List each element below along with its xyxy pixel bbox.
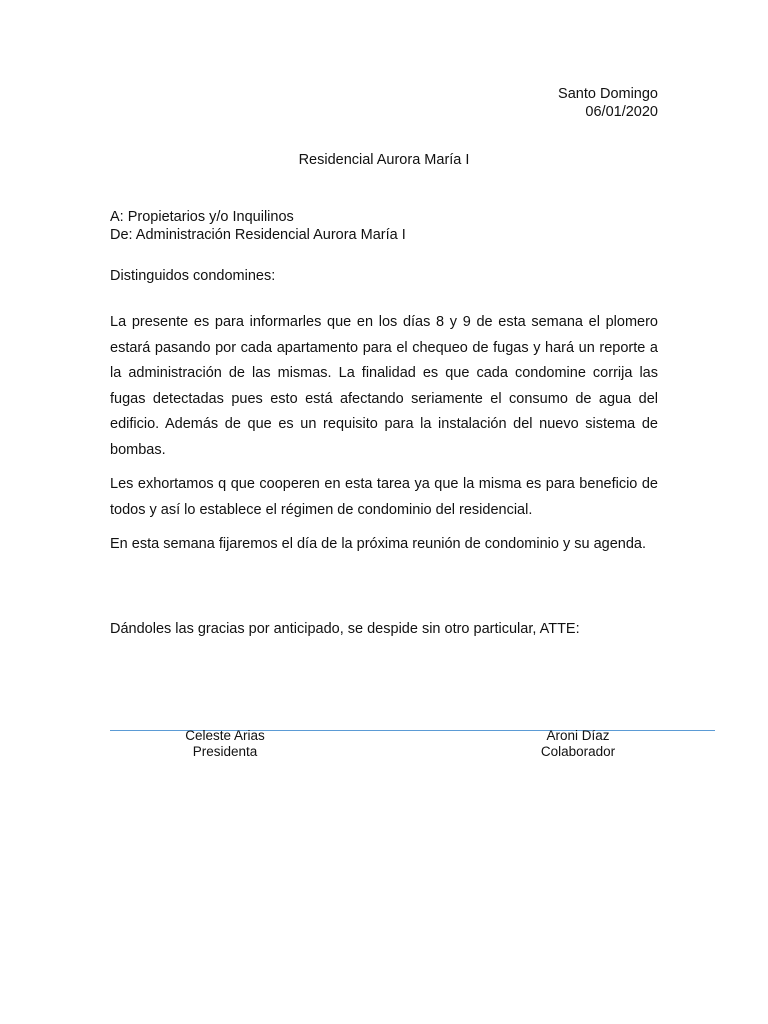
signer-name: Celeste Arias: [185, 728, 265, 743]
letter-title: Residencial Aurora María I: [298, 152, 470, 168]
place-date-block: [558, 85, 658, 121]
signer-name: Aroni Díaz: [546, 728, 610, 743]
closing-line: Dándoles las gracias por anticipado, se despide sin otro particular, ATTE:: [110, 621, 580, 637]
body-paragraph: En esta semana fijaremos el día de la próxima reunión de condominio y su agenda.: [110, 536, 647, 552]
date-text: 06/01/2020: [585, 104, 658, 120]
addressee-block: [110, 208, 406, 244]
salutation: Distinguidos condomines:: [110, 268, 276, 284]
signer-role: Colaborador: [540, 743, 616, 759]
letter-body: [110, 310, 658, 567]
from-line: De: Administración Residencial Aurora María I: [110, 227, 406, 243]
body-paragraph: Les exhortamos q que cooperen en esta tarea ya que la misma es para beneficio de todos y así lo establece el régimen de condominio del residencial.: [110, 476, 658, 518]
signature-right: [518, 728, 638, 759]
body-paragraph: La presente es para informarles que en los días 8 y 9 de esta semana el plomero estará pasando por cada apartamento para el chequeo de fugas y hará un reporte a la administración de las mismas. La finalidad es que cada condomine corrija las fugas detectadas pues esto está afectando seriamente el consumo de agua del edificio. Además de que es un requisito para la instalación del nuevo sistema de bombas.: [110, 314, 658, 458]
city-text: Santo Domingo: [558, 86, 658, 102]
signature-left: [165, 728, 285, 759]
signer-role: Presidenta: [192, 743, 258, 759]
to-line: A: Propietarios y/o Inquilinos: [110, 209, 294, 225]
